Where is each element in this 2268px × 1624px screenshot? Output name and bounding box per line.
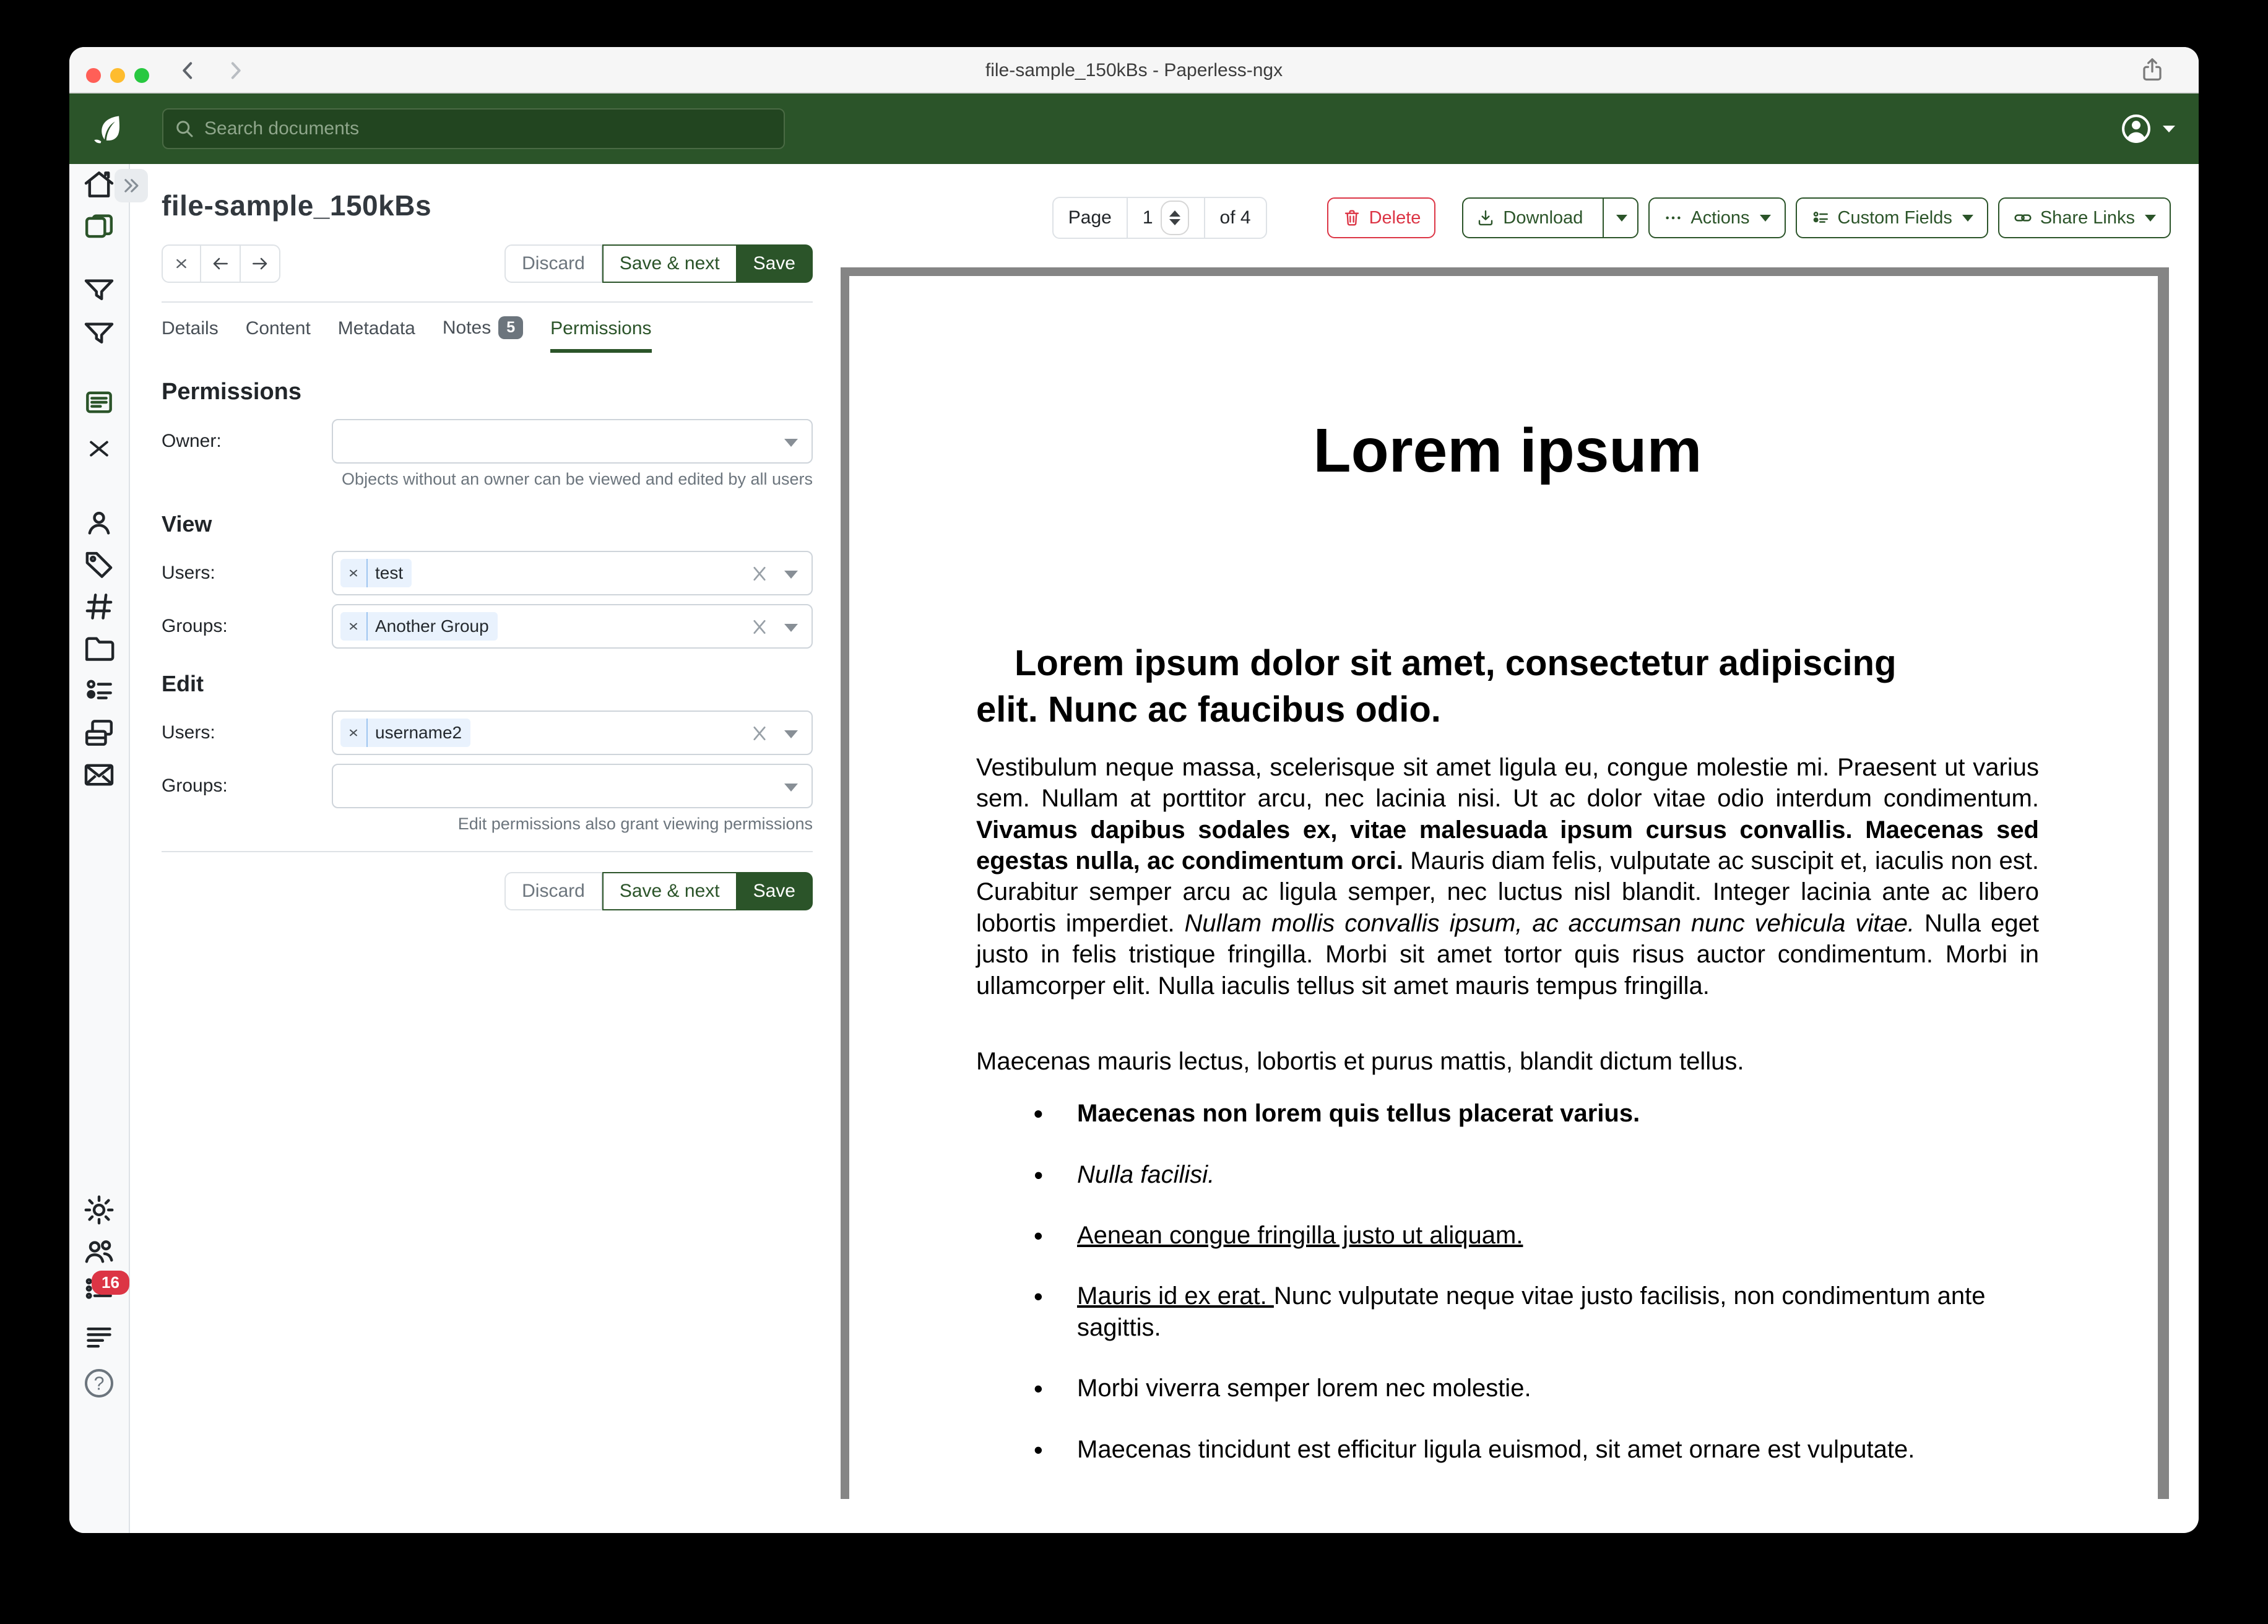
owner-select[interactable]: [332, 419, 813, 464]
document-detail-pane: [130, 164, 841, 1533]
link-icon: [2013, 208, 2033, 228]
edit-groups-select[interactable]: [332, 764, 813, 808]
share-links-button[interactable]: Share Links: [1998, 197, 2171, 238]
edit-help-text: Edit permissions also grant viewing permissions: [457, 814, 813, 833]
app-navbar: [69, 93, 2199, 164]
chevron-down-icon: [784, 730, 798, 738]
sidebar-item-documents[interactable]: [82, 209, 116, 243]
sidebar-item-saved-view-1[interactable]: [82, 274, 116, 308]
tab-details[interactable]: Details: [162, 318, 219, 339]
document-title: Lorem ipsum: [1313, 416, 1702, 485]
chevron-down-icon: [784, 624, 798, 632]
delete-button[interactable]: Delete: [1327, 197, 1436, 238]
chevron-down-icon: [2163, 126, 2175, 132]
sidebar-item-dashboard[interactable]: [82, 167, 116, 202]
save-next-button[interactable]: Save & next: [602, 244, 737, 283]
step-up-icon[interactable]: [1169, 210, 1180, 217]
sidebar-item-custom-fields[interactable]: [82, 673, 116, 708]
page-navigation: [1052, 197, 1267, 239]
preview-toolbar: [841, 197, 2171, 239]
pdf-viewer[interactable]: [841, 267, 2169, 1499]
list-item: • Morbi viverra semper lorem nec molestie.: [1077, 1373, 2039, 1404]
view-users-label: Users:: [162, 563, 215, 583]
macos-titlebar: [69, 47, 2199, 93]
actions-button[interactable]: Actions: [1648, 197, 1785, 238]
view-groups-label: Groups:: [162, 616, 228, 636]
sidebar-item-mail[interactable]: [82, 758, 116, 792]
ellipsis-icon: [1663, 208, 1683, 228]
window-title: file-sample_150kBs - Paperless-ngx: [985, 59, 1283, 80]
sidebar: [69, 164, 130, 1533]
help-icon[interactable]: [82, 1366, 116, 1401]
view-groups-select[interactable]: [332, 604, 813, 649]
double-chevron-right-icon: [121, 175, 142, 196]
sidebar-item-settings[interactable]: [82, 1193, 116, 1227]
page-input[interactable]: 1: [1142, 207, 1153, 228]
close-document-button[interactable]: [162, 244, 201, 283]
document-paragraph: Maecenas mauris lectus, lobortis et purus mattis, blandit dictum tellus.: [976, 1047, 1744, 1075]
edit-users-select[interactable]: [332, 710, 813, 755]
list-item: • Maecenas non lorem quis tellus placerat varius.: [1077, 1098, 2039, 1129]
previous-document-button[interactable]: [201, 244, 241, 283]
owner-help-text: Objects without an owner can be viewed and edited by all users: [342, 470, 813, 488]
next-document-button[interactable]: [241, 244, 280, 283]
remove-chip-icon[interactable]: [340, 719, 368, 747]
download-icon: [1476, 208, 1495, 228]
view-users-select[interactable]: [332, 551, 813, 595]
tab-notes[interactable]: Notes 5: [443, 316, 523, 353]
remove-chip-icon[interactable]: [340, 612, 368, 641]
document-paragraph: Vestibulum neque massa, scelerisque sit amet ligula eu, congue molestie mi. Praesent ut varius sem. Nullam at porttitor arcu, nec lacinia nisi. Ut ac dolor vitae odio interdum condimentum. Vivamus dapibus sodales ex, vitae malesuada ipsum cursus convallis. Maecenas sed egestas nulla, ac condimentum orci. Mauris diam felis, vulputate ac suscipit et, iaculis non est. Curabitur semper arcu ac ligula semper, nec luctus nisl blandit. Integer lacinia ante ac libero lobortis imperdiet. Nullam mollis convallis ipsum, ac accumsan nunc vehicula vitae. Nulla eget justo in felis tristique fringilla. Morbi sit amet tortor quis risus auctor condimentum. Morbi in ullamcorper elit. Nulla iaculis tellus sit amet mauris tempus fringilla.: [976, 753, 2039, 1000]
sidebar-item-users-groups[interactable]: [82, 1234, 116, 1269]
search-icon: [173, 118, 196, 140]
sidebar-item-correspondents[interactable]: [82, 506, 116, 540]
edit-heading: Edit: [162, 671, 204, 696]
edit-users-label: Users:: [162, 722, 215, 743]
page-total: of 4: [1219, 207, 1251, 228]
tab-permissions[interactable]: Permissions: [550, 318, 651, 353]
share-icon[interactable]: [2138, 56, 2166, 84]
app-window: [69, 47, 2199, 1533]
document-subtitle: Lorem ipsum dolor sit amet, consectetur adipiscing elit. Nunc ac faucibus odio.: [976, 643, 1897, 730]
chevron-down-icon: [1760, 215, 1771, 222]
step-down-icon[interactable]: [1169, 219, 1180, 225]
detail-tabs: [162, 303, 813, 353]
paperless-logo-icon: [90, 111, 126, 147]
list-item: • Mauris id ex erat. Nunc vulputate neque vitae justo facilisis, non condimentum ante sagittis.: [1077, 1281, 2039, 1343]
tab-metadata[interactable]: Metadata: [337, 318, 415, 339]
save-actions-group-bottom: [504, 872, 813, 910]
download-options-button[interactable]: [1603, 199, 1637, 237]
sidebar-close-document-icon[interactable]: [82, 431, 116, 466]
notes-count-badge: 5: [498, 316, 523, 339]
sidebar-item-logs[interactable]: [82, 1320, 116, 1354]
trash-icon: [1342, 208, 1362, 228]
sidebar-item-file-tasks[interactable]: [82, 715, 116, 750]
custom-fields-icon: [1811, 208, 1830, 228]
selected-user-chip: username2: [340, 719, 470, 747]
permissions-heading: Permissions: [162, 379, 301, 405]
download-button[interactable]: Download: [1463, 199, 1595, 237]
sidebar-item-document-types[interactable]: [82, 589, 116, 624]
chevron-down-icon: [1962, 215, 1973, 222]
chevron-down-icon: [784, 571, 798, 579]
chevron-down-icon: [1616, 215, 1627, 222]
sidebar-item-storage-paths[interactable]: [82, 631, 116, 666]
owner-label: Owner:: [162, 431, 222, 451]
sidebar-item-tags[interactable]: [82, 547, 116, 582]
chevron-down-icon: [784, 784, 798, 792]
document-nav-group: [162, 244, 280, 283]
tab-content[interactable]: Content: [245, 318, 311, 339]
download-split-button: [1462, 197, 1638, 238]
save-actions-group: [504, 244, 813, 283]
tasks-count-badge: 16: [92, 1271, 129, 1295]
clear-selection-icon[interactable]: [748, 722, 771, 745]
sidebar-expand-button[interactable]: [115, 169, 148, 202]
discard-button[interactable]: Discard: [504, 244, 602, 283]
search-bar: [162, 108, 785, 149]
edit-groups-label: Groups:: [162, 775, 228, 796]
sidebar-item-open-document[interactable]: [82, 385, 116, 420]
page-title: file-sample_150kBs: [162, 189, 432, 222]
clear-selection-icon[interactable]: [748, 563, 771, 585]
save-button[interactable]: Save: [737, 872, 813, 910]
divider: [162, 851, 813, 852]
page-stepper[interactable]: [1161, 201, 1189, 235]
selected-group-chip: Another Group: [340, 612, 498, 641]
save-button[interactable]: Save: [737, 244, 813, 283]
remove-chip-icon[interactable]: [340, 559, 368, 587]
list-item: • Maecenas tincidunt est efficitur ligula euismod, sit amet ornare est vulputate.: [1077, 1434, 2039, 1465]
list-item: • Nulla facilisi.: [1077, 1159, 2039, 1190]
custom-fields-button[interactable]: Custom Fields: [1796, 197, 1988, 238]
document-preview-pane: [841, 164, 2199, 1533]
chevron-down-icon: [2145, 215, 2156, 222]
page-label: Page: [1068, 207, 1112, 228]
svg-text:?: ?: [93, 1373, 105, 1394]
selected-user-chip: test: [340, 559, 412, 587]
chevron-down-icon: [784, 439, 798, 447]
discard-button[interactable]: Discard: [504, 872, 602, 910]
document-page: [849, 276, 2158, 1499]
sidebar-item-saved-view-2[interactable]: [82, 317, 116, 352]
search-input[interactable]: [162, 108, 785, 149]
user-avatar-icon: [2119, 112, 2153, 145]
save-next-button[interactable]: Save & next: [602, 872, 737, 910]
document-bullet-list: [976, 1098, 2039, 1465]
list-item: • Aenean congue fringilla justo ut aliquam.: [1077, 1220, 2039, 1251]
clear-selection-icon[interactable]: [748, 616, 771, 638]
user-menu[interactable]: [2119, 93, 2175, 164]
view-heading: View: [162, 511, 212, 537]
